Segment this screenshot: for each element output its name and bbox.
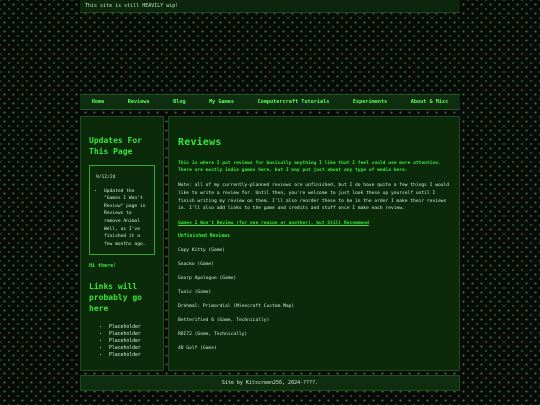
review-item: Tunic (Game) <box>178 289 212 295</box>
sidebar <box>80 116 164 371</box>
page-title: Reviews <box>178 137 222 148</box>
intro-text: This is where I put reviews for basically anything I like that I feel could use more attention. There are mostly indie games here, but I may put just about any type of media here. <box>178 161 441 174</box>
footer-text: Site by Kitscreen256, 2024-????. <box>221 380 319 386</box>
main-nav <box>80 94 460 110</box>
unfinished-heading: Unfinished Reviews <box>178 233 230 239</box>
link-placeholder: • Placeholder <box>109 352 155 359</box>
review-item: 4D Golf (Game) <box>178 345 217 351</box>
update-list <box>96 188 148 249</box>
wont-review-link[interactable]: Games I Won't Review (for one reason or another), but Still Recommend <box>178 220 369 226</box>
updates-title: Updates For This Page <box>89 136 142 156</box>
review-item: RDI72 (Game, Technically) <box>178 331 248 337</box>
link-placeholder: • Placeholder <box>109 345 155 352</box>
review-item: Drehmal: Primordial (Minecraft Custom Map) <box>178 303 295 309</box>
footer <box>80 375 460 391</box>
review-item: Gnorp Apologue (Game) <box>178 275 237 281</box>
links-list <box>89 324 155 359</box>
nav-about-misc[interactable]: About & Misc <box>410 99 449 105</box>
nav-computercraft-tutorials[interactable]: Computercraft Tutorials <box>257 99 330 105</box>
update-item: • Updated the "Games I Won't Review" page in Reviews to remove Animal Well, as I've finished it a few months ago. <box>104 188 148 249</box>
main-content <box>168 116 460 371</box>
nav-experiments[interactable]: Experiments <box>352 99 388 105</box>
nav-my-games[interactable]: My Games <box>209 99 235 105</box>
link-placeholder: • Placeholder <box>109 338 155 345</box>
review-item: Betterified 6 (Game, Technically) <box>178 317 270 323</box>
top-banner-text: This site is still HEAVILY wip! <box>85 3 179 9</box>
nav-home[interactable]: Home <box>91 99 105 105</box>
review-item: Copy Kitty (Game) <box>178 247 226 253</box>
update-date: 9/12/24 <box>96 175 116 180</box>
links-title: Links will probably go here <box>89 282 142 314</box>
review-item: Snacko (Game) <box>178 261 214 267</box>
note-text: Note: all of my currently-planned reviews are unfinished, but I do have quite a few things I would like to write a review for. Until then, you're welcome to just look these up yourself until I finish writing my review on them. I'll also reorder these to be in the order I make their reviews in. I'll also add links to the game and credits and stuff once I make each review. <box>178 183 450 212</box>
nav-blog[interactable]: Blog <box>173 99 186 105</box>
hi-text: Hi there! <box>89 263 117 270</box>
updates-box <box>89 165 155 255</box>
nav-reviews[interactable]: Reviews <box>127 99 150 105</box>
link-placeholder: • Placeholder <box>109 331 155 338</box>
top-banner <box>80 0 460 13</box>
link-placeholder: • Placeholder <box>109 324 155 331</box>
